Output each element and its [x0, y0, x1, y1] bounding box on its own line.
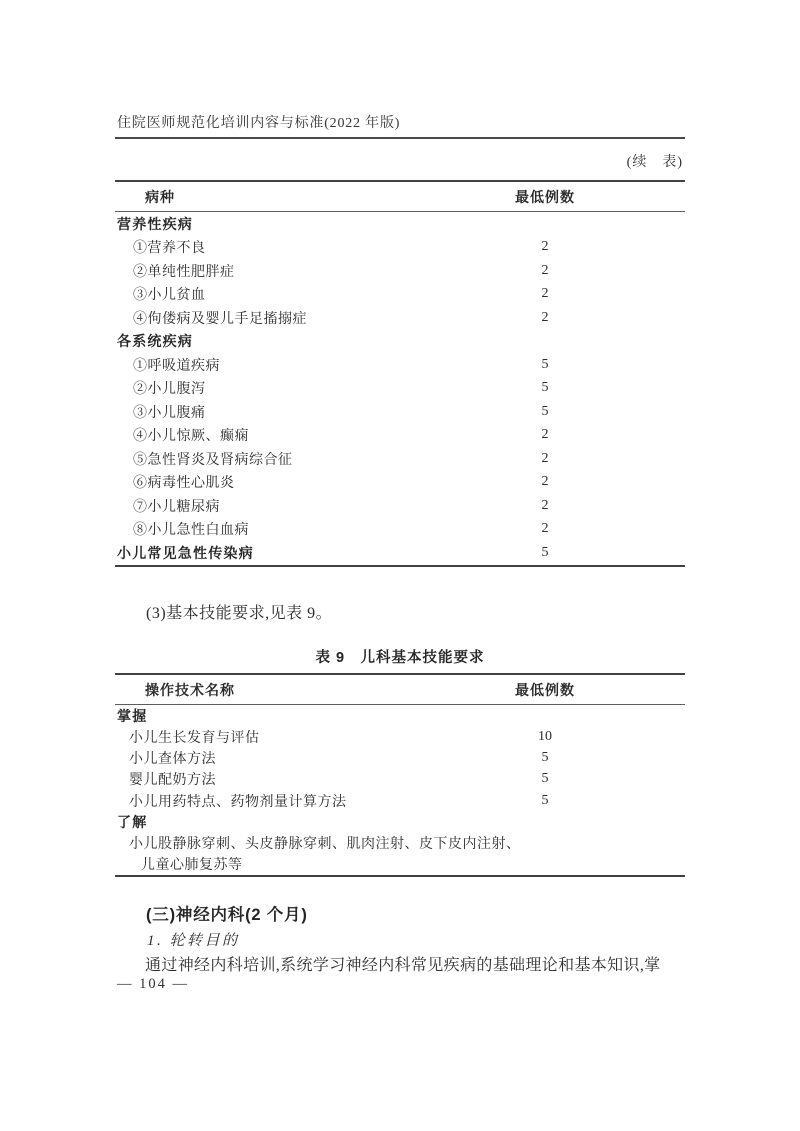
row-label: 小儿生长发育与评估: [129, 730, 260, 746]
row-value: 2: [541, 474, 549, 490]
table-row: [115, 833, 685, 854]
row-label: ③小儿贫血: [133, 288, 206, 304]
row-label: ④小儿惊厥、癫痫: [133, 429, 249, 445]
table-row: [115, 377, 685, 401]
table-row: [115, 471, 685, 495]
disease-minimum-cases-table: [115, 180, 685, 567]
table-row: [115, 790, 685, 811]
table-row: [115, 212, 685, 236]
row-value: 2: [541, 286, 549, 302]
row-value: 2: [541, 239, 549, 255]
table-row: [115, 854, 685, 875]
table-row: [115, 769, 685, 790]
table-row: [115, 306, 685, 330]
row-label: 小儿查体方法: [129, 752, 216, 768]
table-row: [115, 283, 685, 307]
skills-table-header-row: [115, 675, 685, 705]
table-row: [115, 259, 685, 283]
table-row: [115, 424, 685, 448]
page-number: — 104 —: [117, 976, 189, 992]
row-label: ⑦小儿糖尿病: [133, 499, 220, 515]
row-value: 5: [541, 356, 549, 372]
row-value: 5: [541, 403, 549, 419]
row-value: 5: [541, 380, 549, 396]
row-label: 小儿股静脉穿刺、头皮静脉穿刺、肌肉注射、皮下皮内注射、: [129, 837, 521, 853]
table9-caption: 表 9 儿科基本技能要求: [315, 650, 485, 666]
row-value: 10: [538, 728, 552, 744]
row-value: 2: [541, 450, 549, 466]
neurology-section-heading: (三)神经内科(2 个月): [146, 906, 308, 924]
row-label: 了解: [117, 813, 148, 830]
column-header-disease-type: 病种: [145, 188, 175, 205]
row-value: 2: [541, 521, 549, 537]
row-label: ⑧小儿急性白血病: [133, 523, 249, 539]
table-row: [115, 400, 685, 424]
table-row: [115, 236, 685, 260]
row-label: 婴儿配奶方法: [129, 773, 216, 789]
row-label: ⑥病毒性心肌炎: [133, 476, 235, 492]
table-row: [115, 541, 685, 565]
column-header-minimum-cases: 最低例数: [515, 188, 575, 205]
row-label: ①营养不良: [133, 241, 206, 257]
row-label: 儿童心肺复苏等: [141, 858, 243, 874]
disease-table-header-row: [115, 182, 685, 212]
table-row: [115, 748, 685, 769]
basic-skills-paragraph: (3)基本技能要求,见表 9。: [146, 605, 333, 622]
row-label: ②小儿腹泻: [133, 382, 206, 398]
row-label: 小儿用药特点、药物剂量计算方法: [129, 794, 347, 810]
row-value: 2: [541, 497, 549, 513]
table-row: [115, 705, 685, 726]
row-label: 各系统疾病: [117, 333, 193, 350]
table-row: [115, 447, 685, 471]
row-label: ④佝偻病及婴儿手足搐搦症: [133, 311, 307, 327]
running-header: 住院医师规范化培训内容与标准(2022 年版): [117, 116, 401, 131]
row-value: 5: [541, 792, 549, 808]
table-row: [115, 726, 685, 747]
row-label: 掌握: [117, 707, 148, 724]
column-header-minimum-cases: 最低例数: [515, 681, 575, 698]
row-label: ⑤急性肾炎及肾病综合征: [133, 452, 293, 468]
row-label: 小儿常见急性传染病: [117, 544, 254, 561]
row-value: 5: [541, 544, 549, 560]
disease-table-body: [115, 212, 685, 565]
row-label: ③小儿腹痛: [133, 405, 206, 421]
rotation-purpose-body-text: 通过神经内科培训,系统学习神经内科常见疾病的基础理论和基本知识,掌: [145, 957, 661, 974]
table-row: [115, 518, 685, 542]
row-label: 营养性疾病: [117, 215, 193, 232]
rotation-purpose-subheading: 1. 轮转目的: [147, 933, 240, 949]
row-label: ①呼吸道疾病: [133, 358, 220, 374]
row-value: 2: [541, 262, 549, 278]
row-value: 5: [541, 750, 549, 766]
table-continued-note: (续 表): [626, 155, 683, 170]
table-row: [115, 494, 685, 518]
row-value: 2: [541, 427, 549, 443]
table-row: [115, 811, 685, 832]
table-row: [115, 330, 685, 354]
row-value: 5: [541, 771, 549, 787]
row-value: 2: [541, 309, 549, 325]
pediatric-skills-table: [115, 673, 685, 877]
row-label: ②单纯性肥胖症: [133, 264, 235, 280]
skills-table-body: [115, 705, 685, 875]
column-header-procedure-name: 操作技术名称: [145, 681, 235, 698]
header-rule-divider: [115, 137, 685, 139]
table-row: [115, 353, 685, 377]
